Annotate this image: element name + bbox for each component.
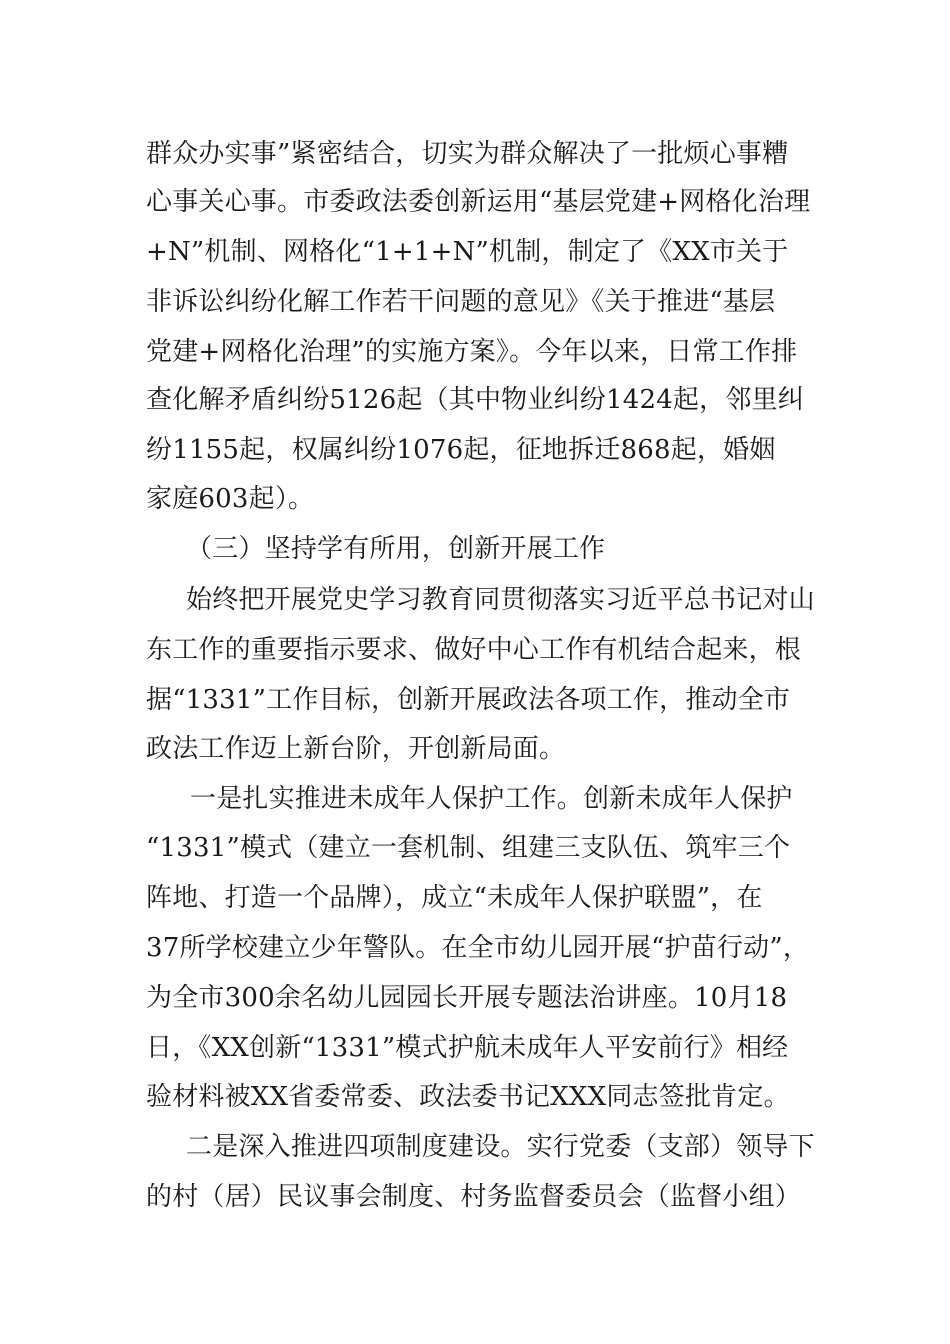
paragraph-line: 政法工作迈上新台阶，开创新局面。 bbox=[146, 734, 566, 764]
paragraph-line: 非诉讼纠纷化解工作若干问题的意见》《关于推进“基层 bbox=[146, 287, 776, 317]
paragraph-line: 的村（居）民议事会制度、村务监督委员会（监督小组） bbox=[146, 1182, 802, 1212]
paragraph-line: 一是扎实推进未成年人保护工作。创新未成年人保护 bbox=[190, 784, 793, 814]
paragraph-line: 东工作的重要指示要求、做好中心工作有机结合起来，根 bbox=[146, 635, 802, 665]
paragraph-line: 始终把开展党史学习教育同贯彻落实习近平总书记对山 bbox=[186, 585, 815, 615]
paragraph-line: “1331”模式（建立一套机制、组建三支队伍、筑牢三个 bbox=[146, 833, 791, 863]
section-heading: （三）坚持学有所用，创新开展工作 bbox=[186, 534, 606, 564]
paragraph-line: 纷1155起，权属纠纷1076起，征地拆迁868起，婚姻 bbox=[146, 435, 776, 465]
paragraph-line: 二是深入推进四项制度建设。实行党委（支部）领导下 bbox=[186, 1132, 815, 1162]
paragraph-line: 心事关心事。市委政法委创新运用“基层党建+网格化治理 bbox=[146, 187, 811, 217]
paragraph-line: 37所学校建立少年警队。在全市幼儿园开展“护苗行动”， bbox=[146, 933, 810, 963]
paragraph-line: 日，《XX创新“1331”模式护航未成年人平安前行》相经 bbox=[146, 1033, 789, 1063]
paragraph-line: 据“1331”工作目标，创新开展政法各项工作，推动全市 bbox=[146, 685, 791, 715]
paragraph-line: 群众办实事”紧密结合，切实为群众解决了一批烦心事糟 bbox=[146, 139, 789, 169]
paragraph-line: 家庭603起）。 bbox=[146, 484, 315, 514]
paragraph-line: +N”机制、网格化“1+1+N”机制，制定了《XX市关于 bbox=[146, 237, 789, 267]
paragraph-line: 查化解矛盾纠纷5126起（其中物业纠纷1424起，邻里纠 bbox=[146, 385, 804, 415]
paragraph-line: 为全市300余名幼儿园园长开展专题法治讲座。10月18 bbox=[146, 983, 788, 1013]
paragraph-line: 阵地、打造一个品牌），成立“未成年人保护联盟”，在 bbox=[146, 883, 763, 913]
paragraph-line: 验材料被XX省委常委、政法委书记XXX同志签批肯定。 bbox=[146, 1082, 790, 1112]
paragraph-line: 党建+网格化治理”的实施方案》。今年以来，日常工作排 bbox=[146, 337, 798, 367]
